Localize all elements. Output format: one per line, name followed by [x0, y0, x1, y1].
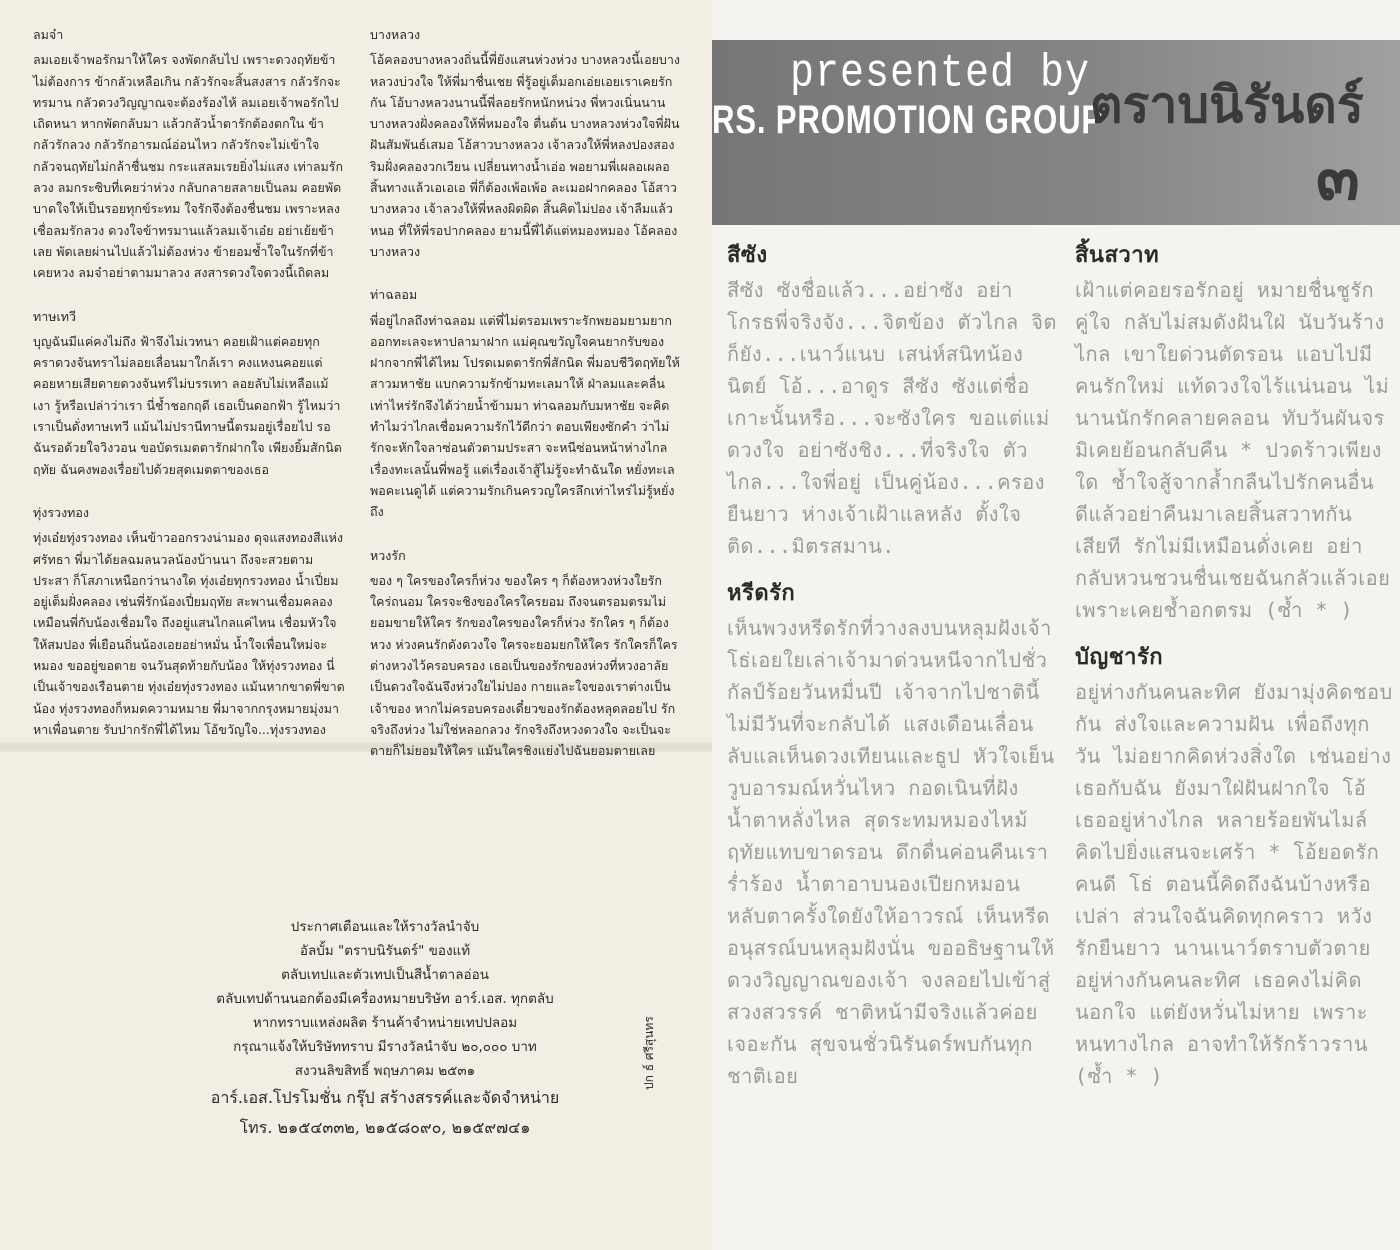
- right-column-1: [727, 240, 1057, 1108]
- song-lyrics: บุญฉันมีแค่คงไม่ถึง ฟ้าจึงไม่เวทนา คอยเฝ้าแต่คอยทุกคราดวงจันทราไม่ลอยเลื่อนมาใกล้เรา คงแหงนคอยแต่คอยหายเสียดายดวงจันทร์ไม่บรรเทา ลอยลับไม่เหลือแม้เงา รู้หรือเปล่าว่าเรา นี่ช้ำชอกฤดี เธอเป็นดอกฟ้า รู้ไหมว่าเราเป็นดั่งทาษเทวี แม้นไม่ปรานีทาษนี้ตรมอยู่เรื่อยไป รอฉันรอด้วยใจวิงวอน ขอบัดรเมตตารักฝากใจ เพียงยิ้มสักนิดฤทัย ฉันคงพองเรื่อยไปด้วยสุดเมตตาของเธอ: [33, 333, 342, 477]
- song-lyrics: สีซัง ซังชื่อแล้ว...อย่าซัง อย่าโกรธพี่จริงจัง...จิตข้อง ตัวไกล จิตก็ยัง...เนาว์แนบ เสน่ห์สนิทน้องนิตย์ โอ้...อาดูร สีซัง ซังแต่ชื่อ เกาะนั้นหรือ...จะซังใคร ขอแต่แม่ดวงใจ อย่าซังชิง...ที่จริงใจ ตัวไกล...ใจพี่อยู่ เป็นคู่น้อง...ครองยืนยาว ห่างเจ้าเฝ้าแลหลัง ตั้งใจติด...มิตรสมาน.: [727, 278, 1057, 558]
- notice-line: กรุณาแจ้งให้บริษัททราบ มีรางวัลนำจับ ๒๐,๐๐๐ บาท: [233, 1039, 537, 1055]
- header-banner: [712, 40, 1400, 225]
- song-title: หวงรัก: [370, 547, 406, 563]
- left-column-2: [370, 24, 682, 784]
- right-column-2: [1075, 240, 1395, 1108]
- song-title: ทุ่งรวงทอง: [33, 504, 90, 520]
- album-title: ตราบนิรันดร์: [1090, 76, 1364, 134]
- song-title: สิ้นสวาท: [1075, 243, 1160, 268]
- publisher-line: อาร์.เอส.โปรโมชั่น กรุ๊ป สร้างสรรค์และจัดจำหน่าย: [210, 1088, 560, 1107]
- notice-line: ตลับเทปและตัวเทปเป็นสีน้ำตาลอ่อน: [281, 967, 489, 983]
- copyright-line: สงวนลิขสิทธิ์ พฤษภาคม ๒๕๓๑: [294, 1063, 476, 1079]
- album-volume-number: ๓: [1316, 141, 1360, 215]
- notice-line: ตลับเทปด้านนอกต้องมีเครื่องหมายบริษัท อาร์.เอส. ทุกตลับ: [216, 991, 554, 1007]
- notice-line: อัลบั้ม "ตราบนิรันดร์" ของแท้: [299, 943, 471, 959]
- song-lyrics: ลมเอยเจ้าพอรักมาให้ใคร จงพัดกลับไป เพราะดวงฤทัยข้าไม่ต้องการ ข้ากลัวเหลือเกิน กลัวรักจะสิ้นสงสาร กลัวรักจะทรมาน กลัวดวงวิญญาณจะต้องร้องไห้ ลมเอยเจ้าพอรักไปเถิดหนา หากพัดกลับมา แล้วกลัวน้ำตารักต้องตกใน ข้ากลัวรักลวง กลัวรักอารมณ์อ่อนไหว กลัวรักจะไม่เข้าใจ กลัวจนฤทัยไม่กล้าชื่นชม กระแสลมเรยยิ่งไม่แสง เท่าลมรักลวง ลมกระซิบที่เคยว่าห่วง กลับกลายสลายเป็นลม คอยพัดบาดใจให้เป็นรอยทุกข์ระทม ใจรักจึงต้องชื่นชม เพราะหลงเชื่อลมรักลวง ดวงใจข้าทรมานแล้วลมเจ้าเอ๋ย อย่าเย้ยข้าเลย พัดเลยผ่านไปแล้วไม่ต้องห่วง ข้ายอมช้ำใจในรักที่ข้าเคยหวง ลมจ๋าอย่าตามมาลวง สงสารดวงใจดวงนี้เถิดลม: [33, 52, 344, 281]
- song-lyrics: เฝ้าแต่คอยรอรักอยู่ หมายชื่นชูรักคู่ใจ กลับไม่สมดังฝันใฝ่ นับวันร้างไกล เขาใยด่วนตัดรอน แอบไปมีคนรักใหม่ แท้ดวงใจไร้แน่นอน ไม่นานนักรักคลายคลอน ทับวันผันจร มิเคยย้อนกลับคืน * ปวดร้าวเพียงใด ช้ำใจสู้จากล้ำกลืนไปรักคนอื่น ดีแล้วอย่าคืนมาเลยสิ้นสวาทกันเสียที รักไม่มีเหมือนดั่งเคย อย่ากลับหวนชวนชื่นเชยฉันกลัวแล้วเอย เพราะเคยช้ำอกตรม (ซ้ำ * ): [1075, 278, 1391, 622]
- right-lyrics-sheet: [712, 0, 1400, 1250]
- song-title: หรีดรัก: [727, 581, 796, 606]
- song-lyrics: ของ ๆ ใครของใครก็ห่วง ของใคร ๆ ก็ต้องหวงห่วงใยรักใคร่ถนอม ใครจะชิงของใครใครยอม ถึงจนตรอมตรมไม่ยอมขายให้ใคร รักของใครของใครก็ห่วง รักใคร ๆ ก็ต้องหวง ห่วงคนรักดังดวงใจ ใครจะยอมยกให้ใคร รักใครก็ใครต่างหวงไว้ครอบครอง เธอเป็นของรักของห่วงที่หวงอาลัย เป็นดวงใจฉันจึงห่วงใยไม่ปอง กายและใจของเราต่างเป็นเจ้าของ หากไม่ครอบครองเดี๋ยวของรักต้องหลุดลอยไป รักจริงถึงห่วง ไม่ใช่หลอกลวง รักจริงถึงหวงดวงใจ จะเป็นจะตายก็ไม่ยอมให้ใคร แม้นใครชิงแย่งไปฉันยอมตายเลย: [370, 572, 678, 759]
- song-lyrics: โอ้คลองบางหลวงถิ่นนี้พี่ยังแสนห่วงห่วง บางหลวงนี้เอยบางหลวงบ่วงใจ ให้พี่มาชื่นเชย พี่รู้อยู่เต็มอกเอ่ยเอยเราเคยรักกัน โอ้บางหลวงนานนี้พี่ลอยรักหนักหน่วง พี่หวงเนิ่นนานบางหลวงฝั่งคลองให้พี่หมองใจ ตื่นต้น บางหลวงห่วงใจพี่ฝันฝันสัมพันธ์เสมอ โอ้สาวบางหลวง เจ้าลวงให้พี่หลงปองสองริมฝั่งคลองวกเวียน เปลี่ยนทางน้ำเอ่อ พอยามพี่เผลอเผลอสิ้นทางแล้วเอเอเอ พี่ก็ต้องเพ้อเพ้อ ละเมอฝากคลอง โอ้สาวบางหลวง เจ้าลวงให้พี่หลงผิดผิด สิ้นคิดไม่ปอง เจ้าลืมแล้วหนอ ที่ให้พี่รอปากคลอง ยามนี้พี่ได้แต่หมองหมอง โอ้คลองบางหลวง: [370, 52, 680, 259]
- song-title: บางหลวง: [370, 27, 421, 42]
- song-lyrics: พี่อยู่ไกลถึงท่าฉลอม แต่พี่ไม่ตรอมเพราะรักพยอมยามยากออกทะเลจะหาปลามาฝาก แม่คุณขวัญใจคนยากรับของฝากจากพี่ได้ไหม โปรดเมตตารักพี่สักนิด พี่มอบชีวิตฤทัยให้สาวมหาชัย แบกความรักข้ามทะเลมาให้ ฝ่าลมและคลื่นเท่าไหร่รักจึงได้ว่ายน้ำข้ามมา ท่าฉลอมกับมหาชัย จะคิดทำไมว่าไกลเชื่อมความรักไว้ดีกว่า ตอบเพียงซักคำ ว่าไม่รักจะหักใจลาซ่อนตัวตามประสา จะหนีซ่อนหน้าห่างไกล เรื่องทะเลนั้นพี่พอรู้ แต่เรื่องเจ้าสู้ไม่รู้จะทำฉันใด หยั่งทะเลพอคะเนดูได้ แต่ความรักเกินครวญใครลึกเท่าไหร่ไม่รู้หยั่งถึง: [370, 312, 680, 520]
- printer-credit: ปก ธ์ ศรีสุนทร: [642, 1016, 656, 1090]
- left-column-1: [33, 24, 345, 762]
- song-title: บัญชารัก: [1075, 645, 1164, 670]
- presented-by-text: presented by: [790, 48, 1091, 101]
- song-title: สีซัง: [727, 243, 768, 268]
- song-lyrics: เห็นพวงหรีดรักที่วางลงบนหลุมฝังเจ้า โธ่เอยใยเล่าเจ้ามาด่วนหนีจากไปชั่วกัลป์ร้อยวันหมื่นปี เจ้าจากไปชาตินี้ไม่มีวันที่จะกลับได้ แสงเดือนเลื่อนลับแลเห็นดวงเทียนและธูป หัวใจเย็นวูบอารมณ์หวั่นไหว กอดเนินที่ฝังน้ำตาหลั่งไหล สุดระทมหมองไหม้ฤทัยแทบขาดรอน ดึกดื่นค่อนคืนเราร่ำร้อง น้ำตาอาบนองเปียกหมอน หลับตาครั้งใดยังให้อาวรณ์ เห็นหรีดอนุสรณ์บนหลุมฝังนั่น ขออธิษฐานให้ดวงวิญญาณของเจ้า จงลอยไปเข้าสู่สวงสวรรค์ ชาติหน้ามีจริงแล้วค่อยเจอะกัน สุขจนชั่วนิรันดร์พบกันทุกชาติเอย: [727, 616, 1055, 1088]
- song-title: ท่าฉลอม: [370, 287, 418, 303]
- song-lyrics: อยู่ห่างกันคนละทิศ ยังมามุ่งคิดชอบกัน ส่งใจและความฝัน เพื่อถึงทุกวัน ไม่อยากคิดห่วงสิ่งใด เช่นอย่างเธอกับฉัน ยังมาใฝ่ฝันฝากใจ โอ้เธออยู่ห่างไกล หลายร้อยพันไมล์ คิดไปยิ่งแสนจะเศร้า * โอ้ยอดรักคนดี โธ่ ตอนนี้คิดถึงฉันบ้างหรือเปล่า ส่วนใจฉันคิดทุกคราว หวังรักยืนยาว นานเนาว์ตราบตัวตาย อยู่ห่างกันคนละทิศ เธอคงไม่คิดนอกใจ แต่ยังหวั่นไม่หาย เพราะหนทางไกล อาจทำให้รักร้าวราน (ซ้ำ * ): [1075, 680, 1393, 1088]
- song-title: ลมจ๋า: [33, 27, 64, 42]
- notice-line: หากทราบแหล่งผลิต ร้านค้าจำหน่ายเทปปลอม: [252, 1015, 518, 1031]
- anti-piracy-notice: [160, 915, 610, 1143]
- phone-numbers: โทร. ๒๑๕๔๓๓๒, ๒๑๕๘๐๙๐, ๒๑๕๙๗๔๑: [239, 1118, 531, 1137]
- song-title: ทาษเทวี: [33, 308, 77, 324]
- notice-heading: ประกาศเตือนและให้รางวัลนำจับ: [290, 919, 480, 935]
- rs-promotion-group-text: RS. PROMOTION GROUP: [712, 98, 1103, 142]
- song-lyrics: ทุ่งเอ๋ยทุ่งรวงทอง เห็นข้าวออกรวงน่ามอง ดุจแสงทองสีแห่งศรัทธา พี่มาได้ยลฉมลนวลน้องบ้านนา ถึงจะสวยตามประสา ก็โสภาเหนือกว่านางใด ทุ่งเอ๋ยทุกรวงทอง น้ำเปี่ยมอยู่เต็มฝั่งคลอง เช่นพี่รักน้องเปี่ยมฤทัย สะพานเชื่อมคลองเหมือนพี่กับน้องเชื่อมใจ ถึงอยู่แสนไกลแค่ไหน เชื่อมหัวใจให้สมปอง พี่เยือนถิ่นน้องเอยอย่าหมั่น น้ำใจเพื่อนใหม่จะหมอง ขออยู่ขอตาย จนวันสุดท้ายกับน้อง ให้ทุ่งรวงทอง นี่เป็นเจ้าของเรือนตาย ทุ่งเอ๋ยทุ่งรวงทอง แม้นหากขาดพี่ขาดน้อง ทุ่งรวงทองก็หมดความหมาย พี่มาจากกรุงหมายมุ่งมาหาเพื่อนตาย รับปากรักพี่ได้ไหม โอ้ขวัญใจ...ทุ่งรวงทอง: [33, 530, 345, 737]
